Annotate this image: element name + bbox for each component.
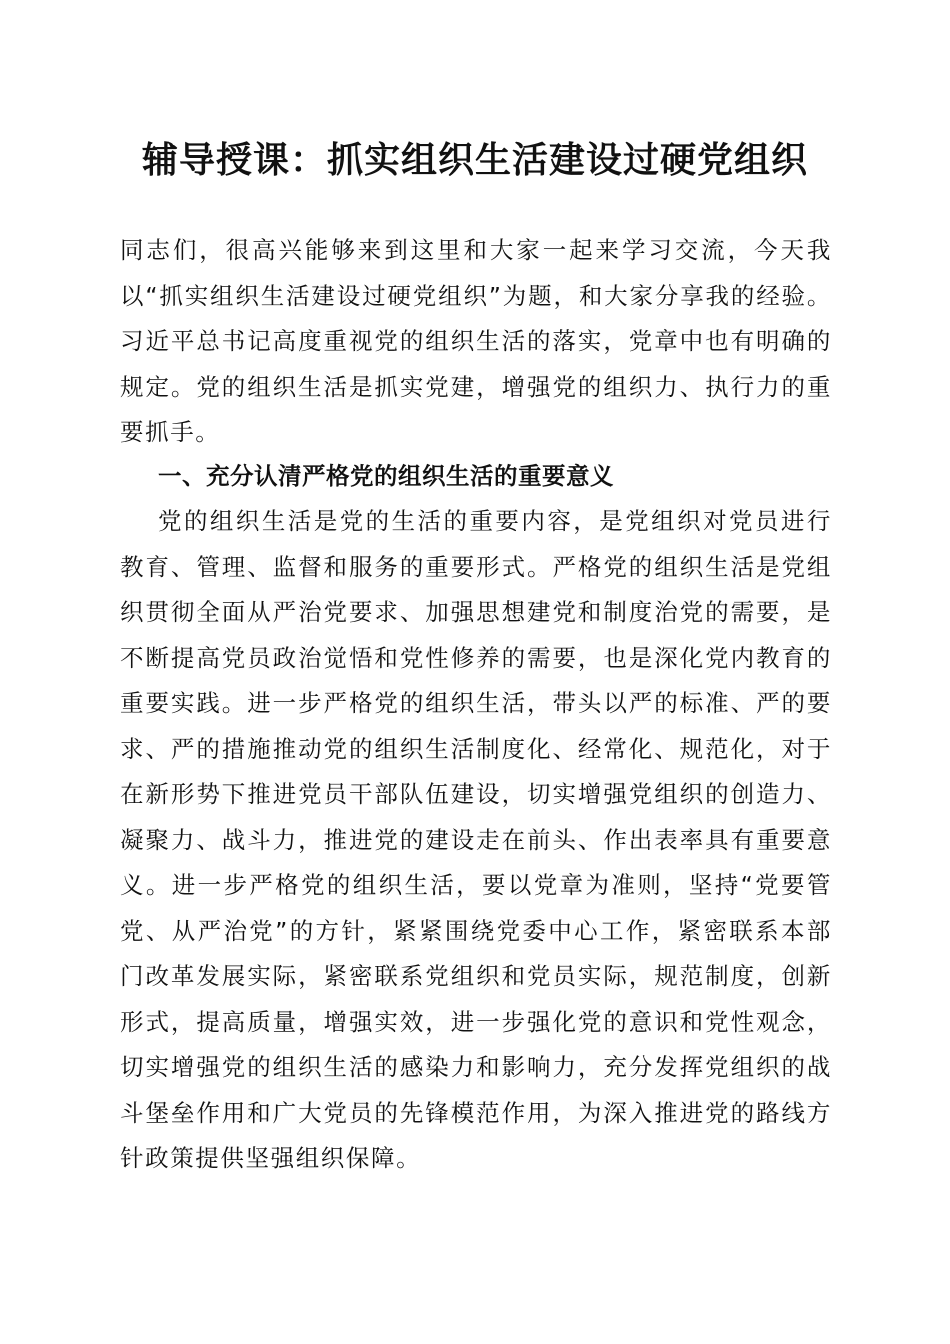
document-title: 辅导授课：抓实组织生活建设过硬党组织 xyxy=(141,139,808,181)
section-heading: 一、充分认清严格党的组织生活的重要意义 xyxy=(158,462,614,490)
intro-paragraph: 同志们，很高兴能够来到这里和大家一起来学习交流，今天我以“抓实组织生活建设过硬党组织”为题，和大家分享我的经验。习近平总书记高度重视党的组织生活的落实，党章中也有明确的规定。党的组织生活是抓实党建，增强党的组织力、执行力的重要抓手。 xyxy=(120,236,832,446)
section-paragraph: 党的组织生活是党的生活的重要内容，是党组织对党员进行教育、管理、监督和服务的重要形式。严格党的组织生活是党组织贯彻全面从严治党要求、加强思想建党和制度治党的需要，是不断提高党员政治觉悟和党性修养的需要，也是深化党内教育的重要实践。进一步严格党的组织生活，带头以严的标准、严的要求、严的措施推动党的组织生活制度化、经常化、规范化，对于在新形势下推进党员干部队伍建设，切实增强党组织的创造力、凝聚力、战斗力，推进党的建设走在前头、作出表率具有重要意义。进一步严格党的组织生活，要以党章为准则，坚持“党要管党、从严治党”的方针，紧紧围绕党委中心工作，紧密联系本部门改革发展实际，紧密联系党组织和党员实际，规范制度，创新形式，提高质量，增强实效，进一步强化党的意识和党性观念，切实增强党的组织生活的感染力和影响力，充分发挥党组织的战斗堡垒作用和广大党员的先锋模范作用，为深入推进党的路线方针政策提供坚强组织保障。 xyxy=(120,507,832,1172)
